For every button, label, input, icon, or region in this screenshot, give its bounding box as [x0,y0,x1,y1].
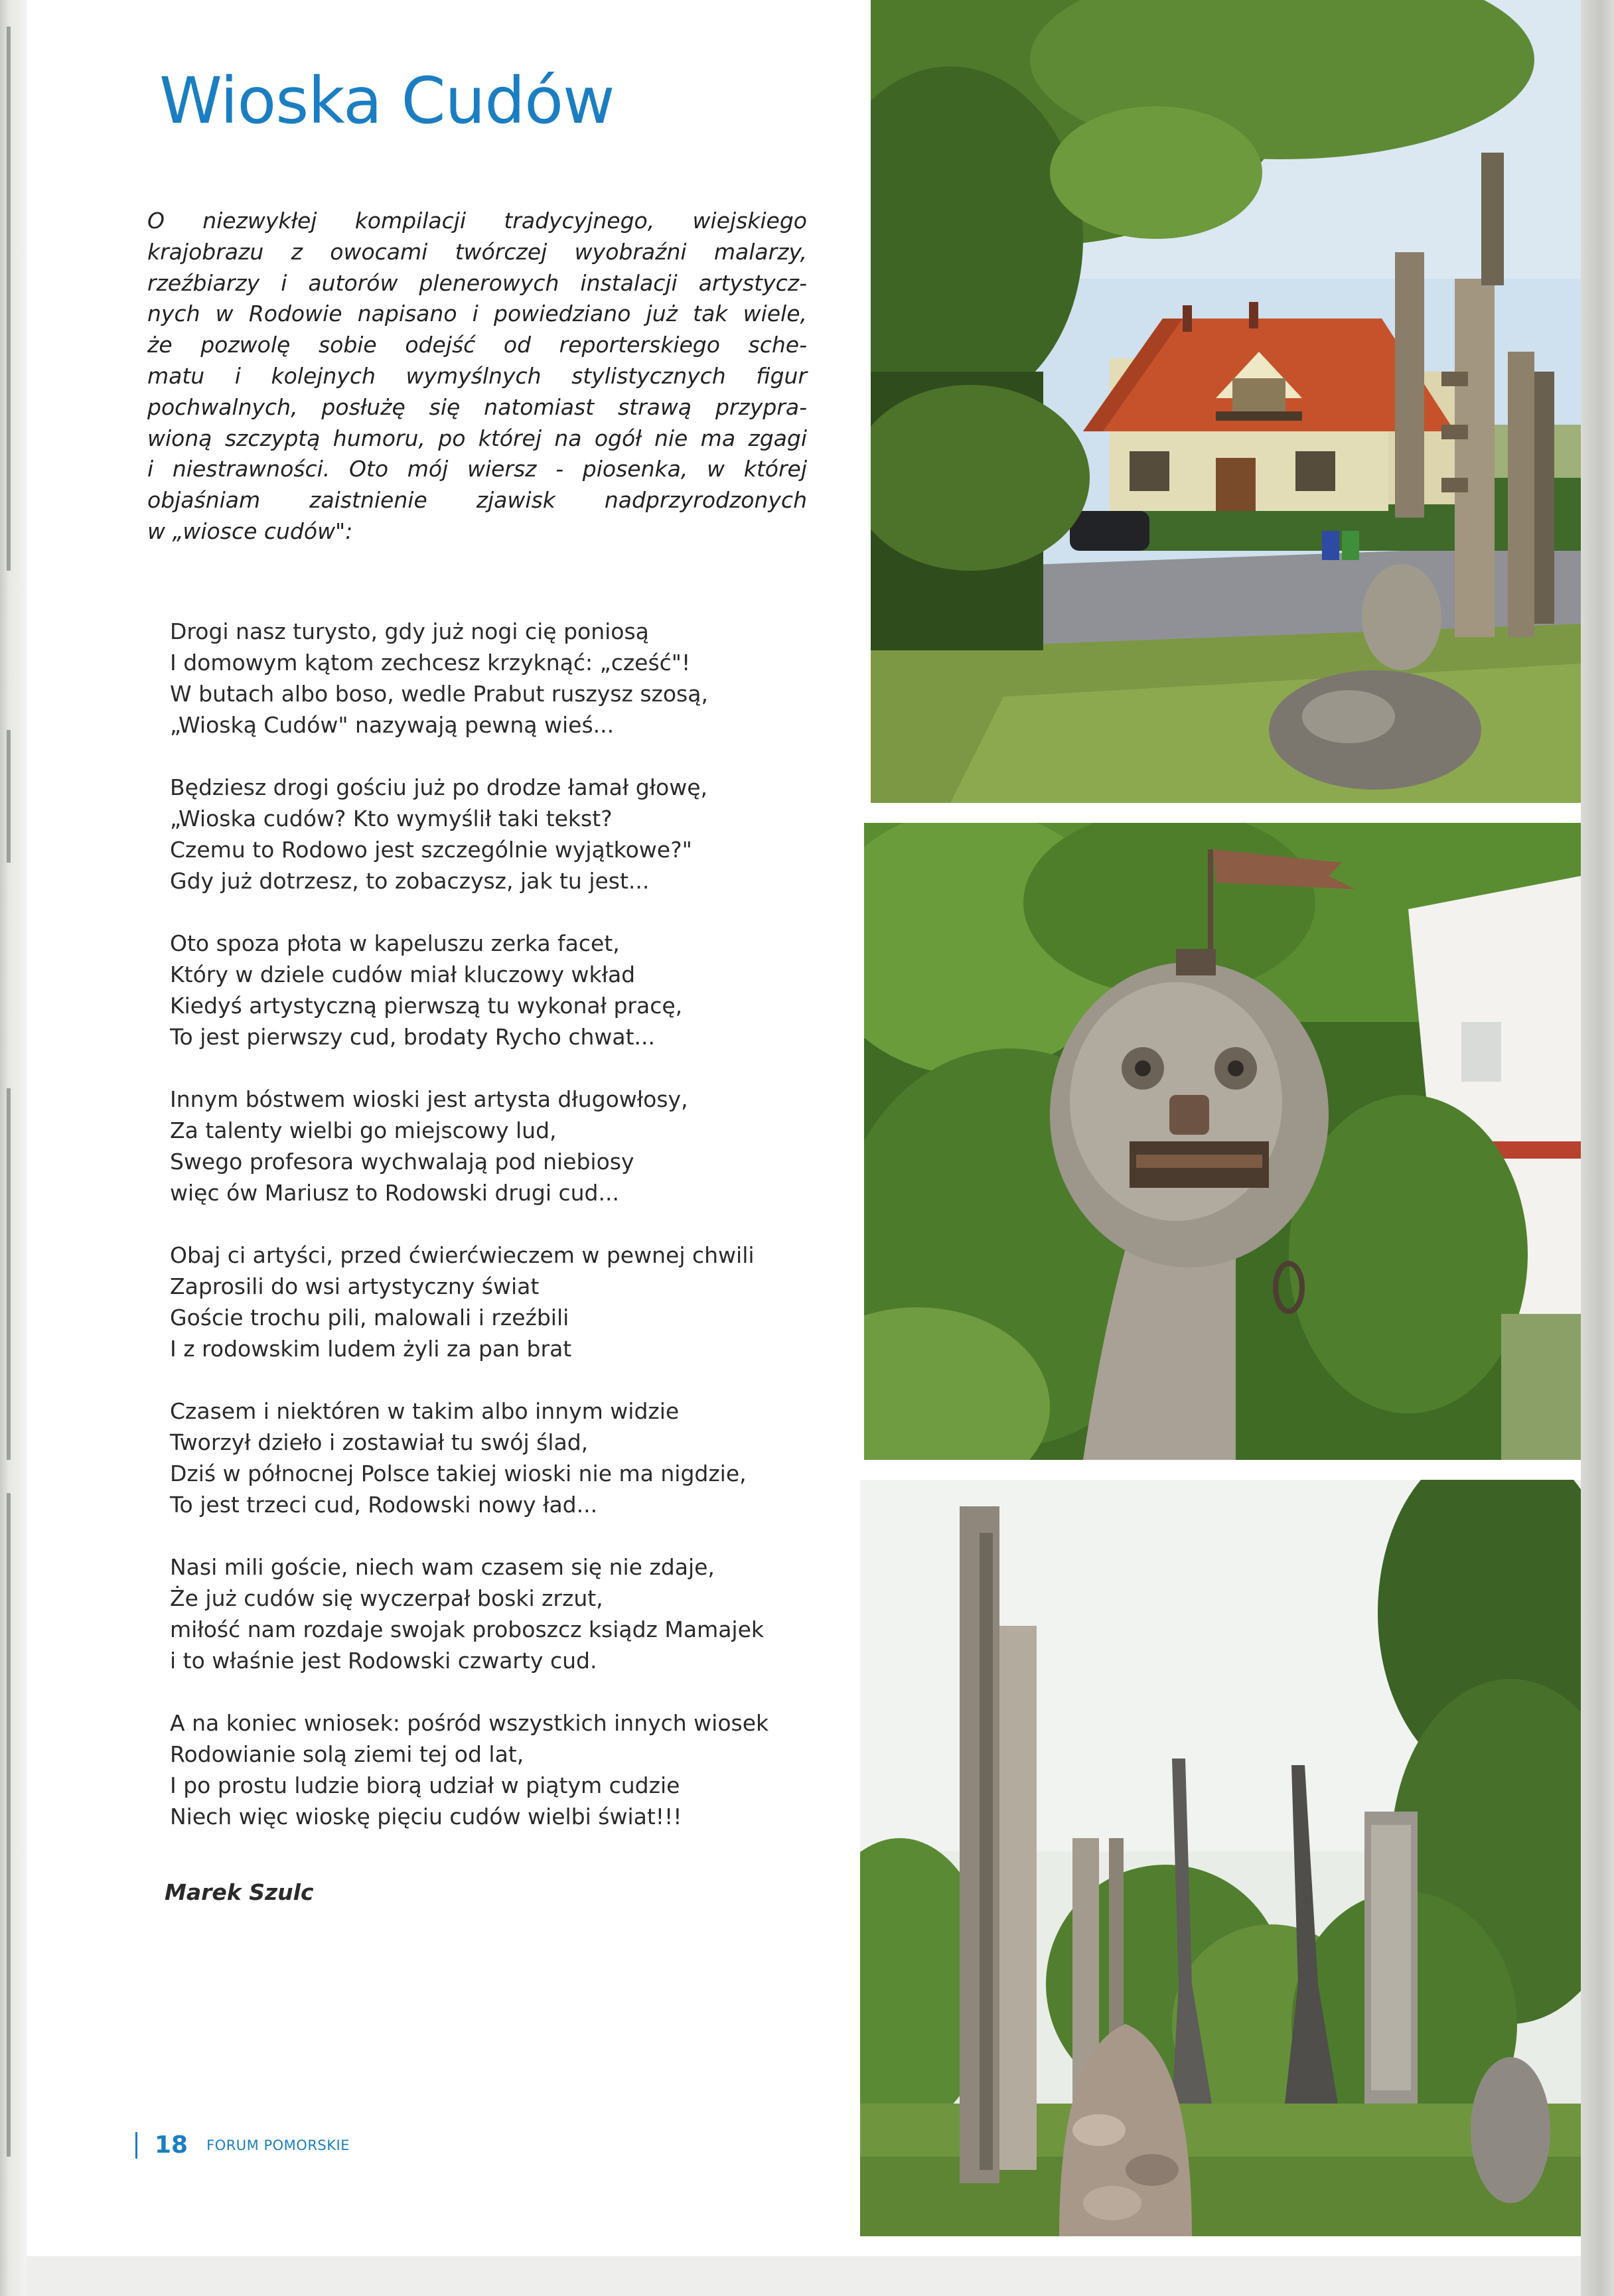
poem-stanza-4 [170,1084,834,1208]
magazine-name: FORUM POMORSKIE [206,2137,350,2153]
poem-stanza-7 [170,1551,834,1676]
poem-stanza-2 [170,772,834,897]
poem-line: Obaj ci artyści, przed ćwierćwieczem w pewnej chwili [170,1242,755,1268]
poem-line: Oto spoza płota w kapeluszu zerka facet, [170,930,620,956]
lead-line: że pozwolę sobie odejść od reporterskiego sche- [147,332,807,358]
poem-stanza-1 [170,616,834,741]
poem-line: To jest trzeci cud, Rodowski nowy ład... [170,1492,598,1518]
lead-line: pochwalnych, posłużę się natomiast strawą przypra- [147,394,807,420]
poem-stanza-8 [170,1707,834,1832]
poem-line: Gdy już dotrzesz, to zobaczysz, jak tu jest... [170,868,650,894]
lead-line: matu i kolejnych wymyślnych stylistycznych figur [147,362,807,389]
poem-line: i to właśnie jest Rodowski czwarty cud. [170,1648,597,1674]
poem-line: Tworzył dzieło i zostawiał tu swój ślad, [170,1429,589,1455]
page-footer [135,2131,350,2159]
poem-line: Za talenty wielbi go miejscowy lud, [170,1117,557,1143]
lead-line: nych w Rodowie napisano i powiedziano już tak wiele, [147,301,807,327]
poem-line: Że już cudów się wyczerpał boski zrzut, [170,1585,603,1611]
page-gutter-shadow [1581,0,1614,2296]
poem-line: Nasi mili goście, niech wam czasem się nie zdaje, [170,1554,715,1580]
scan-edge-left [0,0,27,2296]
poem-line: Czasem i niektóren w takim albo innym widzie [170,1398,680,1424]
poem-line: Rodowianie solą ziemi tej od lat, [170,1741,524,1767]
poem-line: Niech więc wioskę pięciu cudów wielbi świat!!! [170,1804,682,1830]
poem-line: To jest pierwszy cud, brodaty Rycho chwat... [170,1024,655,1050]
scan-strip [7,27,11,571]
poem-line: Innym bóstwem wioski jest artysta długowłosy, [170,1086,688,1112]
poem-stanza-6 [170,1396,834,1520]
poem-line: Kiedyś artystyczną pierwszą tu wykonał pracę, [170,993,683,1019]
poem-line: Zaprosili do wsi artystyczny świat [170,1273,540,1299]
photo-head-sculpture [864,823,1581,1460]
lead-line: O niezwykłej kompilacji tradycyjnego, wiejskiego [147,208,807,234]
poem-line: Czemu to Rodowo jest szczególnie wyjątkowe?" [170,837,692,863]
poem-line: miłość nam rozdaje swojak proboszcz ksiądz Mamajek [170,1616,765,1642]
poem-line: Dziś w północnej Polsce takiej wioski nie ma nigdzie, [170,1461,747,1486]
poem-stanza-5 [170,1240,834,1364]
lead-line: wioną szczyptą humoru, po której na ogół nie ma zgagi [147,425,807,451]
poem-stanza-3 [170,928,834,1052]
footer-divider [135,2132,137,2159]
poem-line: więc ów Mariusz to Rodowski drugi cud... [170,1180,619,1206]
lead-line: i niestrawności. Oto mój wiersz - piosenka, w której [147,456,807,482]
poem-line: „Wioską Cudów" nazywają pewną wieś... [170,712,615,738]
poem-line: I po prostu ludzie biorą udział w piątym cudzie [170,1772,680,1798]
poem-line: Będziesz drogi gościu już po drodze łamał głowę, [170,774,708,800]
page-number: 18 [155,2131,188,2159]
poem-line: Który w dziele cudów miał kluczowy wkład [170,962,636,987]
scan-strip [7,1493,11,2157]
poem-line: W butach albo boso, wedle Prabut ruszysz szosą, [170,681,708,707]
lead-line: w „wiosce cudów": [147,518,353,544]
poem-line: „Wioska cudów? Kto wymyślił taki tekst? [170,806,613,831]
poem-line: Goście trochu pili, malowali i rzeźbili [170,1305,569,1330]
photo-sculpture-garden [860,1480,1581,2236]
scan-strip [7,1088,11,1460]
article-title: Wioska Cudów [159,64,615,138]
poem [170,616,834,1863]
poem-line: Swego profesora wychwalają pod niebiosy [170,1149,634,1175]
poem-line: I domowym kątom zechcesz krzyknąć: „cześć"! [170,650,691,676]
poem-line: I z rodowskim ludem żyli za pan brat [170,1336,572,1362]
poem-line: A na koniec wniosek: pośród wszystkich innych wiosek [170,1710,769,1736]
article-author: Marek Szulc [165,1879,314,1905]
lead-line: rzeźbiarzy i autorów plenerowych instalacji artystycz- [147,269,807,296]
poem-line: Drogi nasz turysto, gdy już nogi cię poniosą [170,618,649,644]
photo-village-house [871,0,1581,803]
scan-strip [7,730,11,863]
lead-line: objaśniam zaistnienie zjawisk nadprzyrodzonych [147,487,807,514]
article-lead [147,206,807,547]
lead-line: krajobrazu z owocami twórczej wyobraźni malarzy, [147,238,807,265]
